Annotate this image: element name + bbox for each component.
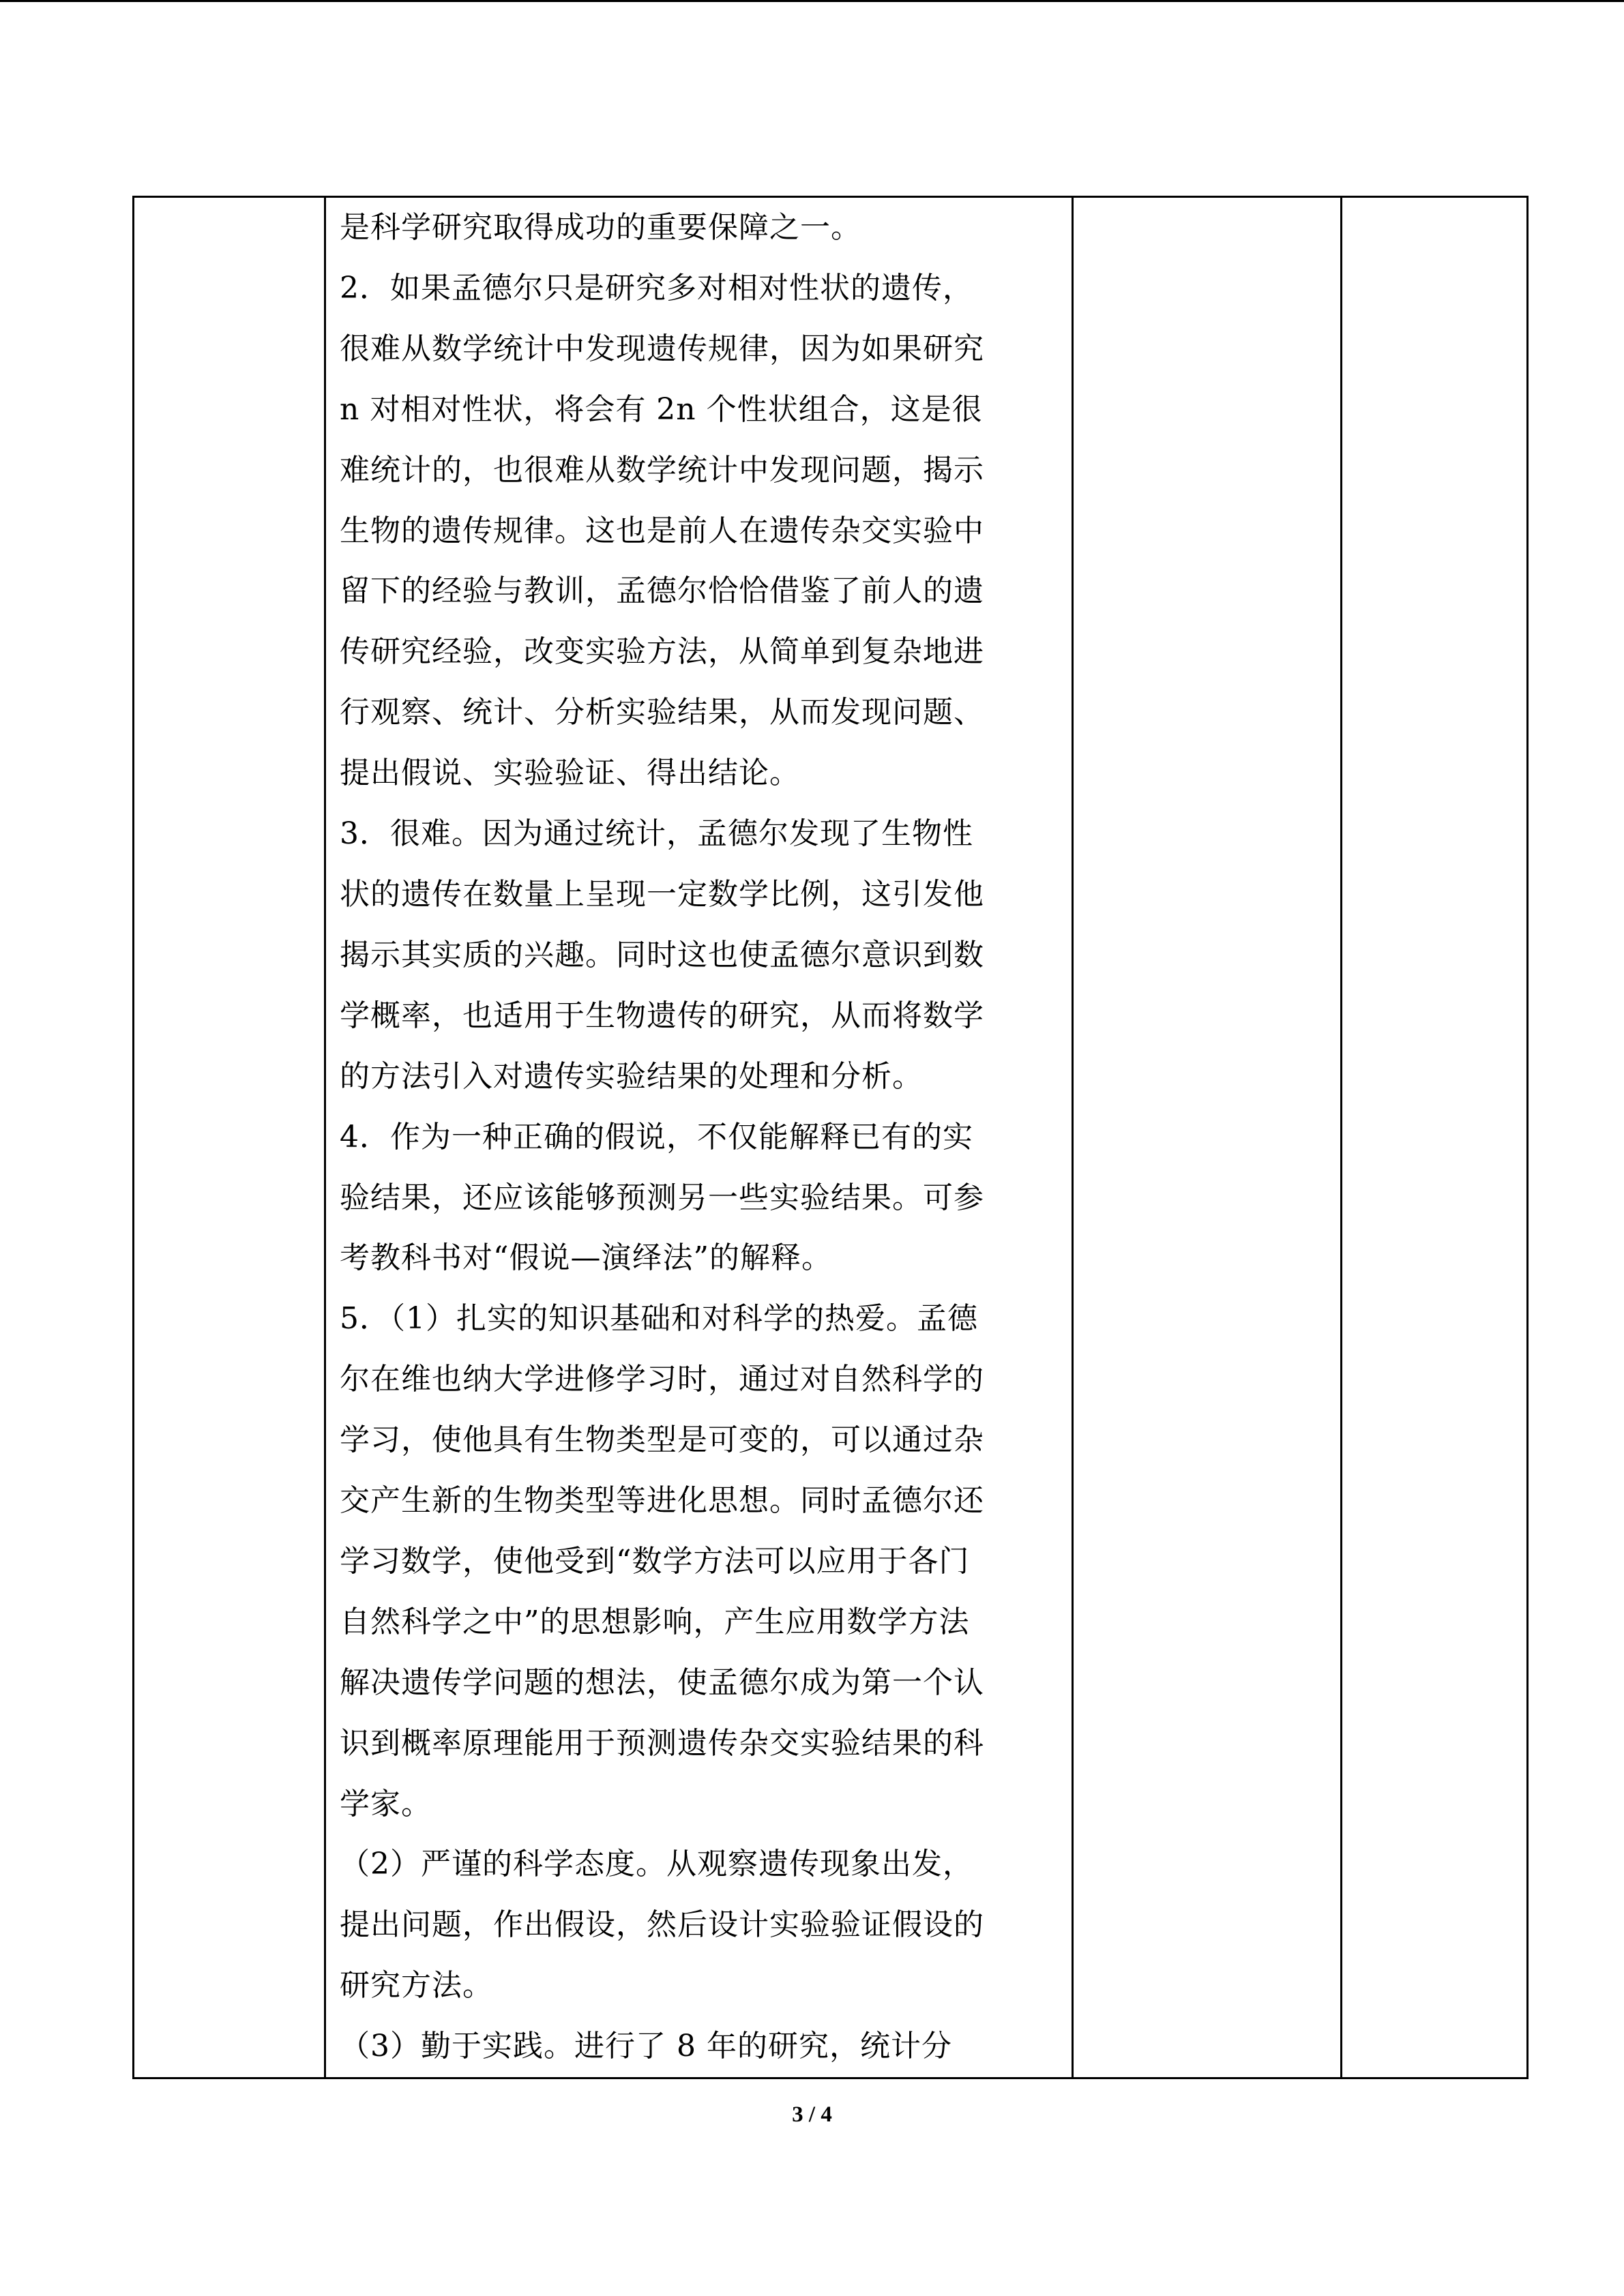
page-number: 3 / 4 [792,2102,832,2127]
top-border-line [0,0,1624,2]
text-line: 交产生新的生物类型等进化思想。同时孟德尔还 [340,1483,984,1519]
text-line: 很难从数学统计中发现遗传规律，因为如果研究 [340,331,984,366]
text-line: 学概率，也适用于生物遗传的研究，从而将数学 [340,998,984,1033]
text-line: 难统计的，也很难从数学统计中发现问题，揭示 [340,452,984,488]
content-table [132,196,1529,2079]
text-line: （3）勤于实践。进行了 8 年的研究，统计分 [340,2029,952,2064]
text-line: 传研究经验，改变实验方法，从简单到复杂地进 [340,634,984,670]
text-line: 行观察、统计、分析实验结果，从而发现问题、 [340,695,984,730]
table-cell-content [325,197,1073,2078]
text-line: 4．作为一种正确的假说，不仅能解释已有的实 [340,1119,973,1154]
text-line: 提出假说、实验验证、得出结论。 [340,756,800,791]
text-line: 的方法引入对遗传实验结果的处理和分析。 [340,1058,923,1094]
answer-text-block [340,198,1059,2077]
text-line: 揭示其实质的兴趣。同时这也使孟德尔意识到数 [340,937,984,972]
text-line: 验结果，还应该能够预测另一些实验结果。可参 [340,1180,984,1215]
text-line: 解决遗传学问题的想法，使孟德尔成为第一个认 [340,1665,984,1700]
text-line: 学习，使他具有生物类型是可变的，可以通过杂 [340,1422,984,1458]
text-line: 研究方法。 [340,1968,493,2003]
text-line: 识到概率原理能用于预测遗传杂交实验结果的科 [340,1725,984,1761]
text-line: 尔在维也纳大学进修学习时，通过对自然科学的 [340,1362,984,1397]
table-cell-left [134,197,325,2078]
text-line: 学家。 [340,1786,432,1821]
text-line: 生物的遗传规律。这也是前人在遗传杂交实验中 [340,513,984,548]
text-line: 状的遗传在数量上呈现一定数学比例，这引发他 [340,876,984,912]
table-row [134,197,1528,2078]
text-line: 提出问题，作出假设，然后设计实验验证假设的 [340,1907,984,1943]
text-line: n 对相对性状，将会有 2n 个性状组合，这是很 [340,391,983,427]
table-cell-empty [1342,197,1528,2078]
text-line: 学习数学，使他受到“数学方法可以应用于各门 [340,1543,970,1579]
text-line: 2．如果孟德尔只是研究多对相对性状的遗传， [340,270,973,305]
text-line: 是科学研究取得成功的重要保障之一。 [340,210,861,245]
text-line: 留下的经验与教训，孟德尔恰恰借鉴了前人的遗 [340,573,984,609]
text-line: 3．很难。因为通过统计，孟德尔发现了生物性 [340,816,973,852]
text-line: 考教科书对“假说—演绎法”的解释。 [340,1240,832,1276]
text-line: （2）严谨的科学态度。从观察遗传现象出发， [340,1847,973,1882]
text-line: 自然科学之中”的思想影响，产生应用数学方法 [340,1604,970,1639]
table-cell-empty [1073,197,1342,2078]
text-line: 5．（1）扎实的知识基础和对科学的热爱。孟德 [340,1301,978,1337]
